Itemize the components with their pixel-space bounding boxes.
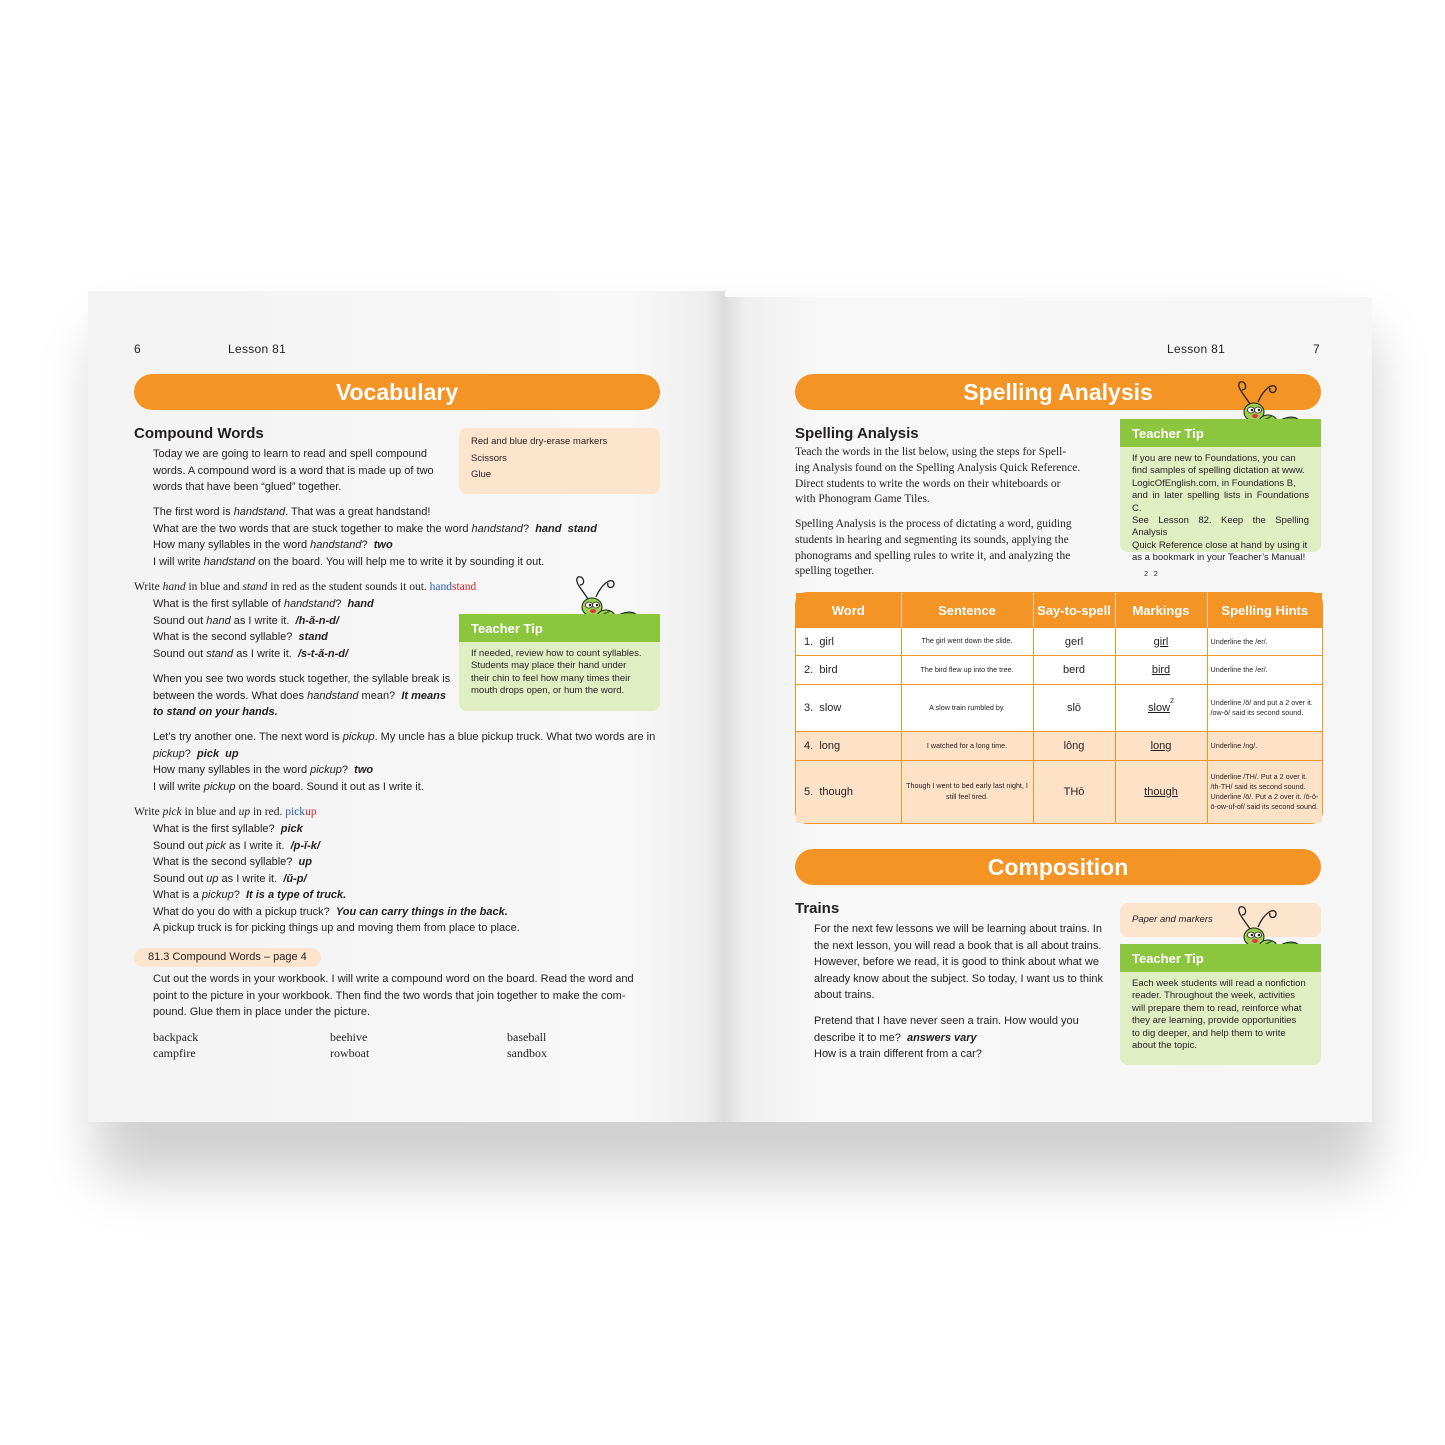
section-title-composition: Composition [795, 849, 1321, 885]
lesson-header: Lesson 81 [1167, 342, 1226, 356]
tip-title: Teacher Tip [1120, 944, 1321, 972]
subsection-title: Spelling Analysis [795, 425, 919, 442]
left-page [88, 291, 725, 1122]
tip-title: Teacher Tip [1120, 419, 1321, 447]
word-item: campfire [153, 1046, 196, 1060]
materials-box: Paper and markers [1120, 903, 1321, 937]
table-row: 5. though Though I went to bed early last night, I still feel tired. THō 2 2 though Underline /TH/. Put a 2 over it. /th-TH/ said its second sound. Underline /ō/. Put a 2 over it. /ō-ō-ō-ow-uf-of/ said its second sound. [796, 761, 1322, 823]
pickup-dialogue: Let’s try another one. The next word is pickup. My uncle has a blue pickup truck. What two words are in pickup? pick up How many syllables in the word pickup? two I will write pickup on the board. Sound it out as I write it. [153, 731, 656, 793]
teacher-tip-nonfiction [1120, 944, 1321, 1065]
table-header: Say-to-spell [1033, 593, 1115, 628]
pickup-questions: What is the first syllable? pick Sound out pick as I write it. /p-ĭ-k/ What is the second syllable? up Sound out up as I write it. /ŭ-p/ What is a pickup? It is a type of truck. What do you do with a pickup truck? You can carry things in the back. A pickup truck is for picking things up and moving them from place to place. [153, 823, 520, 934]
intro-paragraph: Today we are going to learn to read and spell compound words. A compound word is a word that is made up of two words that have been “glued” together. [153, 448, 434, 493]
materials-box [459, 428, 660, 494]
page-number: 7 [1313, 342, 1320, 356]
write-pickup-instruction: Write pick in blue and up in red. pickup [134, 806, 317, 818]
spelling-intro-paragraph: Teach the words in the list below, using the steps for Spell- ing Analysis found on the Spelling Analysis Quick Reference. Direct students to write the words on their whiteboards or with Phonogram Game Tiles. [795, 446, 1081, 506]
right-page [725, 297, 1372, 1122]
tip-title: Teacher Tip [459, 614, 660, 642]
tip-body: If needed, review how to count syllables. Students may place their hand under their chin to feel how many times their mouth drops open, or hum the word. [471, 648, 642, 697]
table-row: 2. bird The bird flew up into the tree. berd bird Underline the /er/. [796, 656, 1322, 685]
material-item: Scissors [471, 452, 507, 464]
table-row: 1. girl The girl went down the slide. gerl girl Underline the /er/. [796, 628, 1322, 656]
trains-intro-paragraph: For the next few lessons we will be learning about trains. In the next lesson, you will read a book that is all about trains. However, before we read, it is good to think about what we already know about the subject. So today, I want us to think about trains. [814, 923, 1104, 1001]
word-item: beehive [330, 1030, 368, 1044]
page-number: 6 [134, 342, 141, 356]
trains-questions: Pretend that I have never seen a train. How would you describe it to me? answers vary How is a train different from a car? [814, 1015, 1079, 1060]
spelling-definition-paragraph: Spelling Analysis is the process of dictating a word, guiding students in hearing and segmenting its sounds, applying the phonograms and spelling rules to write it, and analyzing the spelling together. [795, 518, 1072, 578]
table-row: 3. slow A slow train rumbled by. slō slow$^2$ Underline /ō/ and put a 2 over it. /ow-ō/ said its second sound. [796, 685, 1322, 732]
subsection-title: Compound Words [134, 425, 264, 442]
workbook-reference: 81.3 Compound Words – page 4 [134, 948, 321, 967]
material-item: Glue [471, 469, 492, 480]
material-item: Red and blue dry-erase markers [471, 436, 608, 447]
teacher-tip-syllables [459, 614, 660, 711]
teacher-tip-foundations [1120, 419, 1321, 564]
tip-body: Each week students will read a nonfiction reader. Throughout the week, activities will prepare them to read, reinforce what they are learning, provide opportunities to dig deeper, and help them to write about the topic. [1132, 978, 1306, 1052]
handstand-syllable-questions: What is the first syllable of handstand? hand Sound out hand as I write it. /h-ă-n-d/ What is the second syllable? stand Sound out stand as I write it. /s-t-ă-n-d/ [153, 598, 374, 660]
spelling-analysis-table [795, 571, 1323, 824]
table-header: Spelling Hints [1207, 593, 1322, 628]
handstand-dialogue: The first word is handstand. That was a great handstand! What are the two words that are stuck together to make the word handstand? hand stand How many syllables in the word handstand? two I will write handstand on the board. You will help me to write it by sounding it out. [153, 506, 597, 568]
section-title-spelling-analysis: Spelling Analysis [795, 374, 1321, 410]
tip-body: If you are new to Foundations, you can find samples of spelling dictation at www. LogicOfEnglish.com, in Foundations B, and in later spelling lists in Foundations C. See Lesson 82. Keep the Spelling Analysis Quick Reference close at hand by using it as a bookmark in your Teacher’s Manual! [1132, 453, 1309, 564]
word-item: rowboat [330, 1046, 370, 1060]
table-header: Markings [1115, 593, 1207, 628]
section-title-vocabulary: Vocabulary [134, 374, 660, 410]
table-header: Word [796, 593, 901, 628]
handstand-meaning: When you see two words stuck together, the syllable break is between the words. What does handstand mean? It means to stand on your hands. [153, 673, 451, 718]
word-item: sandbox [507, 1046, 547, 1060]
table-row: 4. long I watched for a long time. lông long Underline /ng/. [796, 732, 1322, 761]
subsection-title-trains: Trains [795, 900, 840, 917]
word-item: baseball [507, 1030, 547, 1044]
word-item: backpack [153, 1030, 199, 1044]
lesson-header: Lesson 81 [228, 342, 287, 356]
table-header: Sentence [901, 593, 1033, 628]
cutout-instructions: Cut out the words in your workbook. I will write a compound word on the board. Read the word and point to the picture in your workbook. Then find the two words that join together to make the com- pound. Glue them in place under the picture. [153, 973, 634, 1018]
write-handstand-instruction: Write hand in blue and stand in red as the student sounds it out. handstand [134, 581, 477, 593]
